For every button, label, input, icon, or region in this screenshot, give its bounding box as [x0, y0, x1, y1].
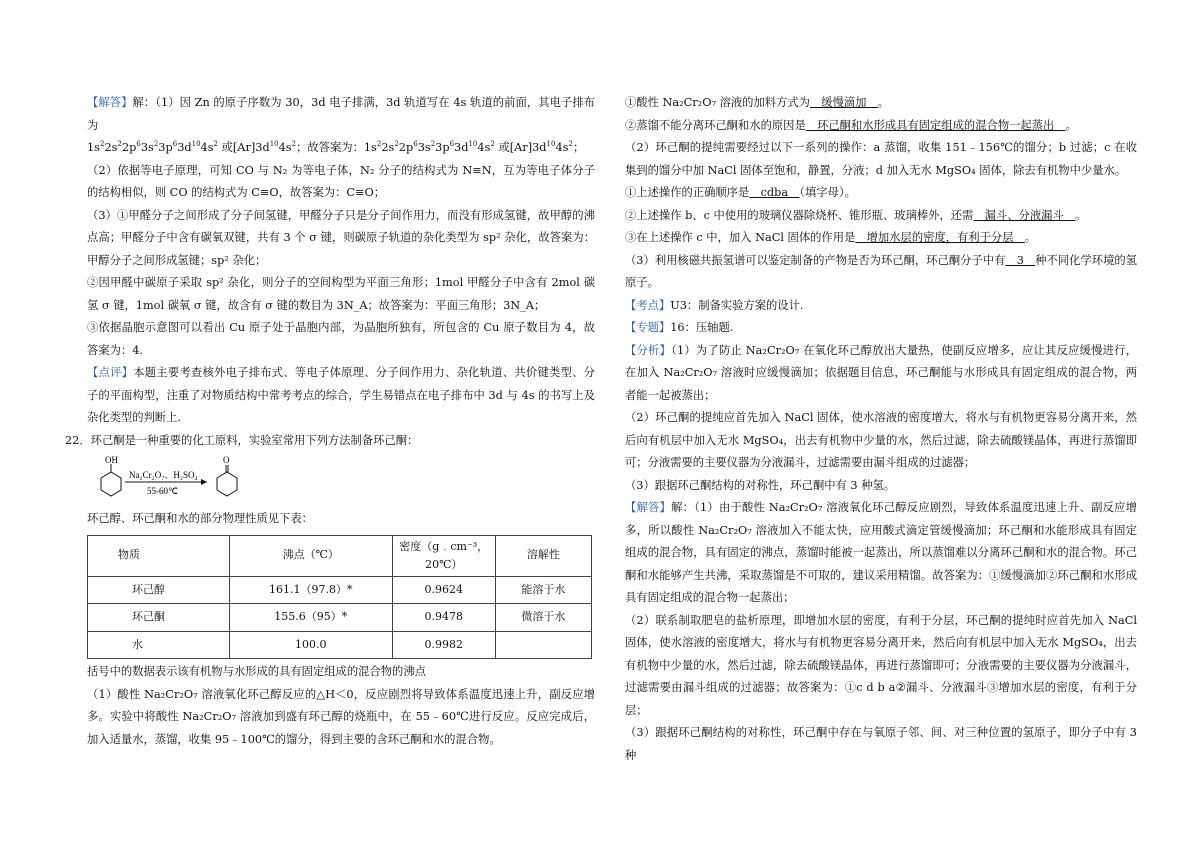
- knowledge-point: [625, 295, 1137, 318]
- table-row: [88, 604, 592, 632]
- solution-text: 解：（1）由于酸性 Na₂Cr₂O₇ 溶液氧化环己醇反应剧烈，导致体系温度迅速上升、副反应增多，所以酸性 Na₂Cr₂O₇ 溶液加入不能太快，应用酸式滴定管缓慢滴加；环己酮和水能形成具有固定组成的混合物，具有固定的沸点，蒸馏时能被一起蒸出，所以蒸馏难以分离环己酮和水的混合物。环己酮和水能够产生共沸，采取蒸馏是不可取的，建议采用精馏。故答案为：①缓慢滴加②环己酮和水形成具有固定组成的混合物一起蒸出；: [625, 501, 1137, 604]
- table-cell: 环己醇: [88, 576, 230, 604]
- analysis-1: [625, 340, 1137, 408]
- answer-21-part3-3: ③依据晶胞示意图可以看出 Cu 原子处于晶胞内部，为晶胞所独有，所包含的 Cu 原子数目为 4，故答案为：4.: [87, 321, 595, 357]
- answer-blank: 缓慢滴加: [809, 96, 878, 109]
- cyclohexanol-structure: [101, 464, 121, 496]
- sub-question-text: ②上述操作 b、c 中使用的玻璃仪器除烧杯、锥形瓶、玻璃棒外，还需: [625, 208, 974, 222]
- answer-21-text: 解：（1）因 Zn 的原子序数为 30，3d 电子排满，3d 轨道写在 4s 轨道的前面，其电子排布为: [87, 96, 595, 132]
- header-cell: 沸点（℃）: [229, 535, 392, 576]
- table-row: [88, 631, 592, 659]
- punctuation: 。: [1024, 231, 1037, 244]
- question-22-intro: [65, 430, 595, 453]
- reagents-label: Na₂Cr₂O₇、H₂SO₄: [129, 470, 198, 480]
- header-cell: 溶解性: [495, 535, 591, 576]
- sub-question-text-end: 种不同化学环境的氢原子。: [625, 253, 1137, 289]
- answer-blank: 3: [1005, 253, 1036, 267]
- answer-blank: 增加水层的密度，有利于分层: [855, 231, 1025, 244]
- sub-question-hint: （填字母）。: [799, 186, 856, 199]
- punctuation: 。: [1065, 118, 1077, 132]
- review-tag: 【点评】: [87, 366, 134, 379]
- left-column: [65, 92, 595, 751]
- answer-tag: 【解答】: [87, 96, 133, 109]
- question-intro-text: 环己酮是一种重要的化工原料，实验室常用下列方法制备环己酮：: [90, 433, 419, 447]
- table-cell: 能溶于水: [495, 576, 591, 604]
- answer-21-part3-2: ②因甲醛中碳原子采取 sp² 杂化，则分子的空间构型为平面三角形；1mol 甲醛分子中含有 2mol 碳氢 σ 键，1mol 碳氧 σ 键，故含有 σ 键的数目为 3N_A；故答案为：平面三角形；3N_A；: [87, 276, 595, 312]
- table-cell: 155.6（95）*: [229, 604, 392, 632]
- question-22-part1: （1）酸性 Na₂Cr₂O₇ 溶液氧化环己醇反应的△H＜0，反应剧烈将导致体系温度迅速上升，副反应增多。实验中将酸性 Na₂Cr₂O₇ 溶液加到盛有环己醇的烧瓶中，在 55﹣60℃进行反应。反应完成后，加入适量水，蒸馏，收集 95﹣100℃的馏分，得到主要的含环己酮和水的混合物。: [87, 687, 595, 746]
- sub-question-text: （3）利用核磁共振氢谱可以鉴定制备的产物是否为环己酮，环己酮分子中有: [625, 253, 1006, 267]
- cyclohexanone-structure: [217, 465, 237, 496]
- sub-question-text: ③在上述操作 c 中，加入 NaCl 固体的作用是: [625, 231, 856, 244]
- review-21: [87, 362, 595, 430]
- analysis-3: （3）跟据环己酮结构的对称性，环己酮中有 3 种氢。: [625, 478, 896, 492]
- analysis-tag: 【分析】: [625, 343, 672, 357]
- table-cell: 161.1（97.8）*: [229, 576, 392, 604]
- question-number: 22．: [65, 433, 91, 447]
- topic-tag: 【专题】: [625, 321, 671, 334]
- solution-2: （2）联系制取肥皂的盐析原理，即增加水层的密度，有利于分层，环己酮的提纯时应首先加入 NaCl 固体，使水溶液的密度增大，将水与有机物更容易分离开来，然后向有机层中加入无水 MgSO₄，出去有机物中少量的水，然后过滤，除去硫酸镁晶体，再进行蒸馏即可；分液需要的主要仪器为分液漏斗，过滤需要由漏斗组成的过滤器；故答案为：①c d b a②漏斗、分液漏斗③增加水层的密度，有利于分层；: [625, 613, 1137, 717]
- table-row: [88, 576, 592, 604]
- sub-question-text: ②蒸馏不能分离环己酮和水的原因是: [625, 118, 806, 132]
- answer-21-line1: [87, 92, 595, 137]
- table-cell: 100.0: [229, 631, 392, 659]
- table-note: 括号中的数据表示该有机物与水形成的具有固定组成的混合物的沸点: [87, 665, 426, 678]
- right-column: [625, 92, 1137, 767]
- reaction-scheme: [87, 454, 595, 504]
- q22-sub4: [625, 205, 1137, 228]
- carbonyl-label: O: [223, 455, 230, 465]
- topic-text: 16：压轴题.: [670, 321, 734, 334]
- knowledge-tag: 【考点】: [625, 298, 671, 312]
- hydroxyl-label: OH: [105, 455, 118, 465]
- answer-blank: 环己酮和水形成具有固定组成的混合物一起蒸出: [805, 118, 1066, 132]
- q22-sub2: [625, 115, 1137, 138]
- punctuation: 。: [877, 96, 890, 109]
- table-intro: 环己醇、环己酮和水的部分物理性质见下表：: [87, 512, 313, 525]
- punctuation: 。: [1075, 208, 1087, 222]
- table-cell: 环己酮: [88, 604, 230, 632]
- q22-part3: [625, 250, 1137, 295]
- table-cell: 0.9478: [392, 604, 495, 632]
- knowledge-text: U3：制备实验方案的设计.: [670, 298, 804, 312]
- answer-21-config: $1s^22s^22p^63s^23p^63d^{10}4s^2$ 或$[Ar]3d^{10}4s^2$；故答案为：$1s^22s^22p^63s^23p^63d^{10}4s^2$ 或$[Ar]3d^{10}4s^2$；: [87, 140, 585, 154]
- table-cell: 0.9982: [392, 631, 495, 659]
- table-header-row: [88, 535, 592, 576]
- answer-blank: cdba: [749, 186, 800, 199]
- table-cell: [495, 631, 591, 659]
- answer-blank: 漏斗、分液漏斗: [973, 208, 1076, 222]
- reaction-diagram: [87, 454, 287, 504]
- solution-3: （3）跟据环己酮结构的对称性，环己酮中存在与氧原子邻、间、对三种位置的氢原子，即分子中有 3 种: [625, 726, 1137, 762]
- analysis-text: （1）为了防止 Na₂Cr₂O₇ 在氧化环己醇放出大量热，使副反应增多，应让其反应缓慢进行，在加入 Na₂Cr₂O₇ 溶液时应缓慢滴加；依据题目信息，环己酮能与水形成具有固定组成的混合物，两者能一起被蒸出；: [625, 343, 1137, 402]
- table-cell: 水: [88, 631, 230, 659]
- solution-1: [625, 497, 1137, 610]
- table-cell: 微溶于水: [495, 604, 591, 632]
- header-cell: 密度（g﹒cm⁻³，20℃）: [392, 535, 495, 576]
- sub-question-text: ①酸性 Na₂Cr₂O₇ 溶液的加料方式为: [625, 96, 810, 109]
- properties-table: [87, 535, 592, 660]
- q22-sub1: [625, 92, 1137, 115]
- review-text: 本题主要考查核外电子排布式、等电子体原理、分子间作用力、杂化轨道、共价键类型、分子的平面构型，注重了对物质结构中常考考点的综合，学生易错点在电子排布中 3d 与 4s 的书写上及杂化类型的判断上.: [87, 366, 595, 424]
- temperature-label: 55-60℃: [147, 486, 179, 496]
- arrow-head: [201, 479, 207, 485]
- answer-21-part3-1: （3）①甲醛分子之间形成了分子间氢键，甲醛分子只是分子间作用力，而没有形成氢键，故甲醇的沸点高；甲醛分子中含有碳氧双键，共有 3 个 σ 键，则碳原子轨道的杂化类型为 sp² 杂化，故答案为：甲醇分子之间形成氢键；sp² 杂化；: [87, 208, 595, 267]
- sub-question-text: ①上述操作的正确顺序是: [625, 186, 750, 199]
- q22-part2: （2）环己酮的提纯需要经过以下一系列的操作：a 蒸馏，收集 151﹣156℃的馏分；b 过滤；c 在收集到的馏分中加 NaCl 固体至饱和，静置，分液；d 加入无水 MgSO₄ 固体，除去有机物中少量水。: [625, 141, 1137, 177]
- solution-tag: 【解答】: [625, 501, 672, 514]
- topic: [625, 317, 1137, 340]
- table-cell: 0.9624: [392, 576, 495, 604]
- answer-21-part2: （2）依据等电子原理，可知 CO 与 N₂ 为等电子体，N₂ 分子的结构式为 N≡N，互为等电子体分子的结构相似，则 CO 的结构式为 C≡O，故答案为：C≡O；: [87, 163, 595, 199]
- header-cell: 物质: [88, 535, 230, 576]
- q22-sub3: [625, 182, 1137, 205]
- q22-sub5: [625, 227, 1137, 250]
- analysis-2: （2）环己酮的提纯应首先加入 NaCl 固体，使水溶液的密度增大，将水与有机物更容易分离开来，然后向有机层中加入无水 MgSO₄，出去有机物中少量的水，然后过滤，除去硫酸镁晶体，再进行蒸馏即可；分液需要的主要仪器为分液漏斗，过滤需要由漏斗组成的过滤器；: [625, 411, 1137, 469]
